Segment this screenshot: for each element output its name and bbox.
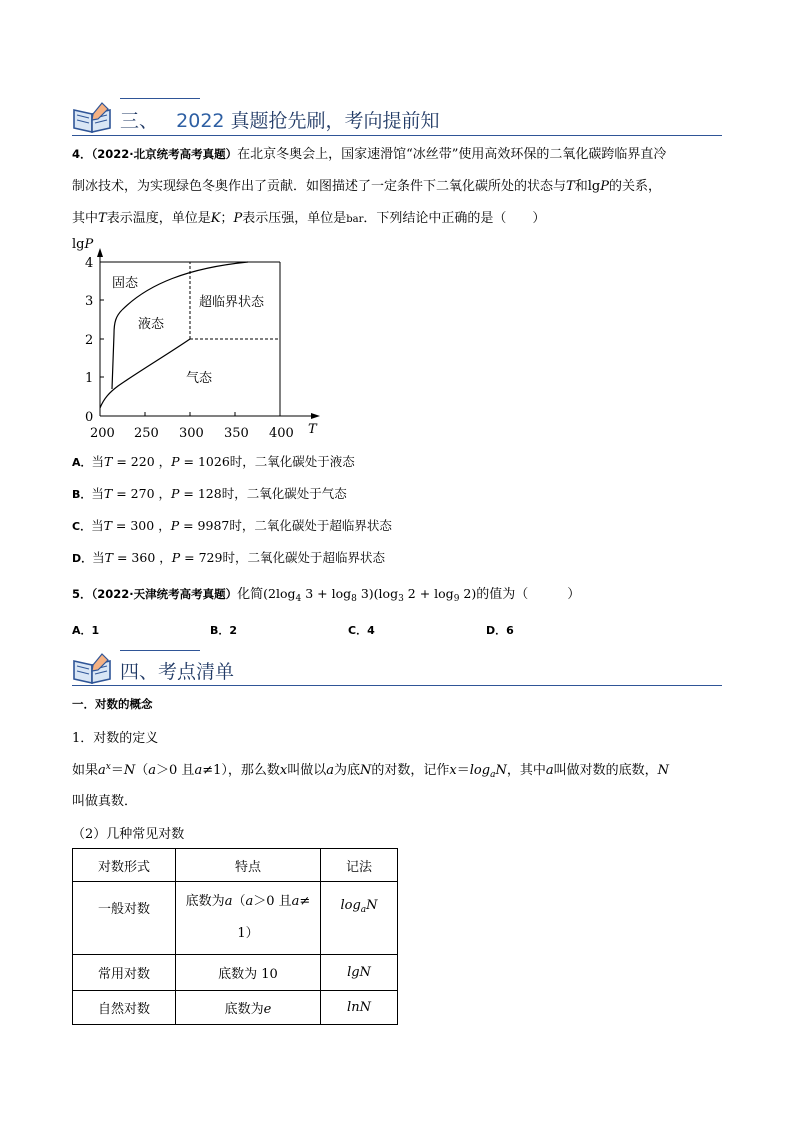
- choice-value: 6: [506, 624, 514, 637]
- table-cell-feature: [176, 991, 321, 1025]
- def-var-N: N: [360, 763, 372, 778]
- q5-expr-part: (2log: [263, 586, 296, 601]
- book-icon: [72, 652, 114, 686]
- q5-choice-d[interactable]: [486, 622, 514, 638]
- table-cell-form: 一般对数: [73, 882, 176, 955]
- q5-expression: [263, 586, 477, 604]
- choice-value: 1: [91, 624, 100, 637]
- choice-letter: A．: [72, 624, 92, 637]
- q5-expr-part: 2 + log: [403, 586, 454, 601]
- q4-line2-text: 制冰技术，为实现绿色冬奥作出了贡献．如图描述了一定条件下二氧化碳所处的状态与: [72, 179, 567, 194]
- q5-expr-base: 3: [398, 594, 404, 604]
- y-tick-label-2: 2: [85, 333, 94, 348]
- book-icon: [72, 101, 114, 135]
- table-header: 记法: [321, 849, 398, 882]
- option-eq1: = 220 ，: [112, 454, 172, 469]
- y-tick-label-4: 4: [85, 256, 94, 271]
- q5-choice-c[interactable]: [348, 622, 375, 638]
- q4-line3-b: 表示温度，单位是: [106, 211, 211, 226]
- table-cell-form: 常用对数: [73, 955, 176, 991]
- section4-header: [72, 650, 722, 690]
- def-log: log: [469, 763, 491, 778]
- x-axis-label: T: [308, 422, 317, 437]
- definition-line1: [72, 759, 669, 780]
- def-text: ＞0 且: [156, 763, 195, 778]
- feat-text: ≠: [299, 894, 311, 909]
- y-tick-label-1: 1: [85, 371, 94, 386]
- def-var-a: a: [194, 763, 203, 778]
- choice-letter: C．: [348, 624, 368, 637]
- option-eq2: = 128: [179, 486, 222, 501]
- section4-number: 四、: [120, 661, 159, 683]
- y-axis-arrow: [97, 248, 103, 257]
- def-text: 如果: [72, 763, 99, 778]
- option-P: P: [171, 454, 180, 469]
- feat-var-e: e: [263, 1002, 272, 1017]
- q4-line3-e: ．下列结论中正确的是（ ）: [363, 211, 546, 226]
- table-cell-notation: lgN: [321, 955, 398, 991]
- table-row: [73, 955, 398, 991]
- option-letter: D．: [72, 552, 93, 565]
- section3-top-line: [120, 98, 200, 99]
- q5-post: 的值为（ ）: [476, 587, 581, 602]
- q4-lg: lg: [587, 179, 601, 194]
- section3-number: 三、: [120, 110, 159, 132]
- option-post: 时，二氧化碳处于气态: [221, 486, 347, 501]
- region-gas: 气态: [186, 371, 213, 386]
- y-tick-label-3: 3: [85, 294, 94, 309]
- q5-expr-part: 2): [459, 586, 477, 601]
- def-text: ≠1），那么数: [202, 763, 280, 778]
- feat-var-a: a: [291, 894, 300, 909]
- option-post: 时，二氧化碳处于液态: [229, 454, 355, 469]
- x-tick-label-350: 350: [224, 426, 249, 441]
- q4-line1-text: 在北京冬奥会上，国家速滑馆“冰丝带”使用高效环保的二氧化碳跨临界直冷: [237, 147, 667, 162]
- q5-expr-part: 3): [356, 586, 374, 601]
- def-var-a: a: [490, 770, 496, 780]
- def-text: ＝: [456, 763, 470, 778]
- def-var-a: a: [545, 763, 554, 778]
- table-row: [73, 882, 398, 955]
- def-text: ，其中: [506, 763, 546, 778]
- choice-letter: D．: [486, 624, 507, 637]
- x-tick-label-200: 200: [90, 426, 115, 441]
- table-cell-feature: 底数为 10: [176, 955, 321, 991]
- table-header: 特点: [176, 849, 321, 882]
- y-tick-label-0: 0: [85, 410, 94, 425]
- q5-expr-part: (log: [373, 586, 399, 601]
- table-cell-notation: lnN: [321, 991, 398, 1025]
- definition-line2: 叫做真数．: [72, 794, 138, 809]
- q5-expr-base: 4: [295, 594, 302, 604]
- option-P: P: [171, 486, 180, 501]
- q5-label: 5．（2022·天津统考高考真题）: [72, 587, 238, 601]
- q4-var-T: T: [566, 179, 575, 194]
- option-pre: 当: [91, 518, 104, 533]
- q4-line3-a: 其中: [72, 211, 99, 226]
- q4-line3-K: K: [210, 211, 221, 226]
- choice-value: 2: [229, 624, 238, 637]
- option-letter: A．: [72, 456, 92, 469]
- q5-expr-base: 8: [351, 594, 357, 604]
- table-header-row: [73, 849, 398, 882]
- option-eq1: = 360 ，: [113, 550, 172, 565]
- def-var-N: N: [657, 763, 669, 778]
- def-text: 叫做对数的底数，: [553, 763, 658, 778]
- def-text: （: [135, 763, 149, 778]
- def-text: 为底: [334, 763, 361, 778]
- q4-option-d[interactable]: [72, 548, 385, 566]
- option-P: P: [170, 518, 180, 533]
- def-text: 的对数，记作: [371, 763, 450, 778]
- feat-text: （: [232, 894, 246, 909]
- option-T: T: [104, 550, 113, 565]
- def-var-a: a: [98, 763, 106, 778]
- option-T: T: [103, 518, 112, 533]
- section4-title-text: 考点清单: [158, 661, 235, 683]
- feat-text: ＞0 且: [253, 894, 292, 909]
- melting-curve: [112, 310, 122, 389]
- feat-var-a: a: [245, 894, 254, 909]
- definition-title: 1．对数的定义: [72, 731, 159, 746]
- q4-line2-and: 和: [574, 179, 588, 194]
- q4-line3: [72, 207, 727, 231]
- q4-line3-T: T: [98, 211, 107, 226]
- option-eq2: = 9987: [179, 518, 230, 533]
- def-text: ＝: [110, 763, 124, 778]
- section3-rule: [72, 135, 722, 136]
- question-5: [72, 582, 727, 611]
- option-letter: B．: [72, 488, 92, 501]
- def-var-a: a: [326, 763, 334, 778]
- section3-title: [120, 106, 440, 133]
- phase-diagram: [68, 232, 338, 442]
- section4-title: [120, 657, 234, 684]
- q4-label: 4．（2022·北京统考高考真题）: [72, 147, 238, 161]
- q4-option-a[interactable]: [72, 452, 355, 470]
- choice-value: 4: [367, 624, 375, 637]
- note-log: log: [340, 898, 361, 913]
- def-var-a: a: [148, 763, 157, 778]
- q5-expr-base: 9: [453, 594, 460, 604]
- common-logs-title: （2）几种常见对数: [72, 827, 185, 842]
- q5-choice-a[interactable]: [72, 622, 99, 638]
- section4-top-line: [120, 650, 200, 651]
- feat-text: 1）: [237, 926, 259, 941]
- option-pre: 当: [91, 486, 104, 501]
- option-T: T: [103, 486, 113, 501]
- table-row: [73, 991, 398, 1025]
- option-post: 时，二氧化碳处于超临界状态: [222, 550, 385, 565]
- table-cell-feature: [176, 882, 321, 955]
- feat-text: 底数为: [185, 894, 225, 909]
- def-var-x: x: [105, 762, 111, 772]
- note-base: a: [360, 905, 367, 915]
- feat-text: 底数为: [224, 1002, 264, 1017]
- choice-letter: B．: [210, 624, 230, 637]
- section3-title-text: 真题抢先刷，考向提前知: [230, 110, 440, 132]
- q4-var-P: P: [600, 179, 609, 194]
- option-eq1: = 270 ，: [112, 486, 172, 501]
- q4-line3-c: ；: [220, 211, 234, 226]
- table-cell-form: 自然对数: [73, 991, 176, 1025]
- note-N: N: [366, 898, 378, 913]
- option-eq2: = 1026: [179, 454, 230, 469]
- region-supercritical: 超临界状态: [199, 295, 265, 310]
- q5-expr-part: 3 + log: [301, 586, 352, 601]
- q4-line2: [72, 175, 727, 198]
- option-T: T: [104, 454, 113, 469]
- section3-year: 2022: [176, 110, 225, 132]
- q4-line3-d: 表示压强，单位是: [242, 211, 347, 226]
- common-logs-table: [72, 848, 398, 1025]
- option-pre: 当: [92, 550, 105, 565]
- table-header: 对数形式: [73, 849, 176, 882]
- q4-unit-bar: bar: [346, 214, 364, 225]
- q5-pre: 化简: [237, 587, 264, 602]
- option-eq2: = 729: [180, 550, 223, 565]
- q4-option-b[interactable]: [72, 484, 347, 502]
- x-tick-label-250: 250: [134, 426, 159, 441]
- x-axis-arrow: [311, 413, 320, 419]
- region-liquid: 液态: [138, 317, 165, 332]
- def-var-x: x: [449, 763, 457, 778]
- x-tick-label-400: 400: [269, 426, 294, 441]
- section3-header: [72, 98, 722, 138]
- x-tick-label-300: 300: [179, 426, 204, 441]
- section4-rule: [72, 685, 722, 686]
- feat-var-a: a: [224, 894, 233, 909]
- kp1-heading: 一．对数的概念: [72, 697, 153, 711]
- region-solid: 固态: [112, 276, 139, 291]
- def-var-N: N: [495, 763, 507, 778]
- question-4: [72, 143, 727, 231]
- q4-option-c[interactable]: [72, 516, 392, 534]
- option-eq1: = 300 ，: [111, 518, 171, 533]
- q4-line3-P: P: [233, 211, 243, 226]
- def-text: 叫做以: [287, 763, 327, 778]
- option-letter: C．: [72, 520, 92, 533]
- q4-line1: [72, 143, 727, 166]
- option-pre: 当: [91, 454, 105, 469]
- option-P: P: [171, 550, 181, 565]
- def-var-N: N: [123, 763, 136, 778]
- y-axis-label: lgP: [72, 237, 94, 252]
- table-cell-notation: [321, 882, 398, 955]
- def-var-x: x: [279, 763, 288, 778]
- q5-choice-b[interactable]: [210, 622, 237, 638]
- option-post: 时，二氧化碳处于超临界状态: [229, 518, 392, 533]
- q4-line2-end: 的关系，: [608, 179, 661, 194]
